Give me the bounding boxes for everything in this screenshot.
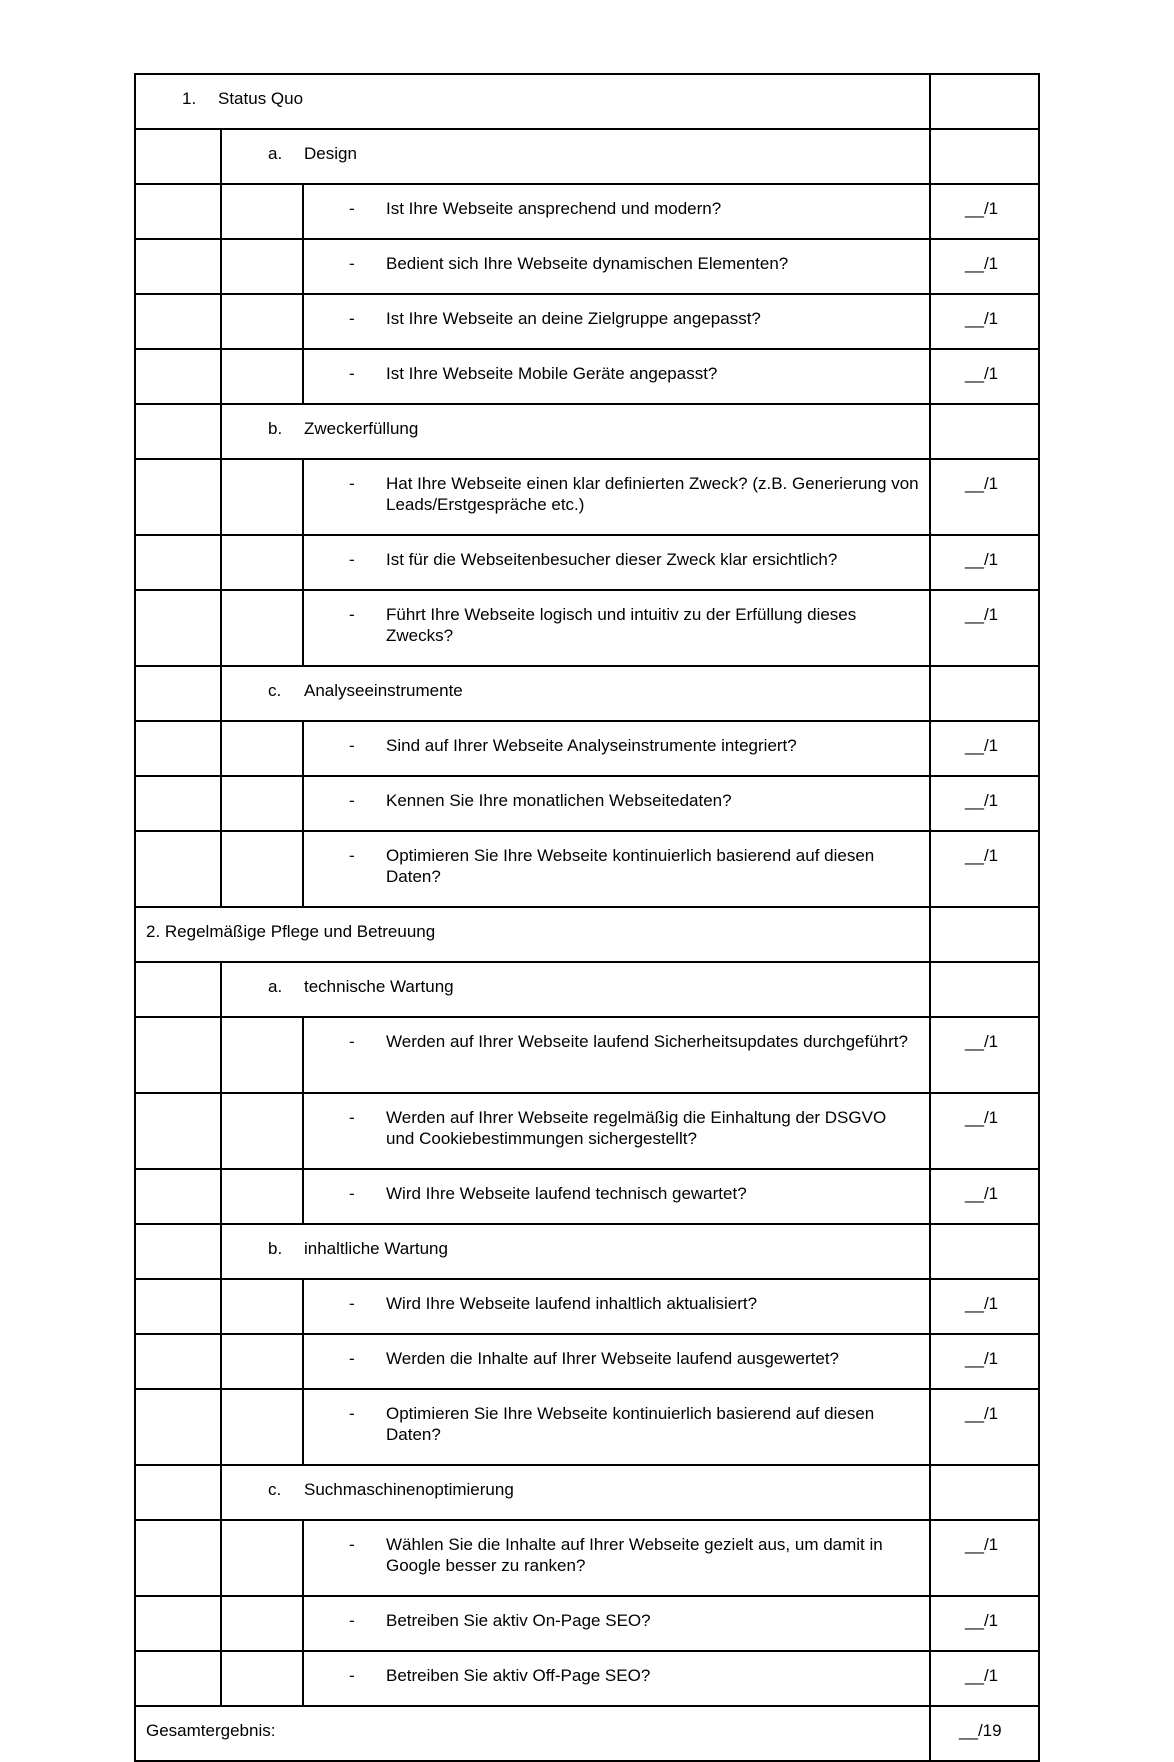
subsection-title: Design xyxy=(304,144,357,163)
subsection-row xyxy=(135,129,1039,184)
bullet-dash: - xyxy=(349,254,355,273)
subsection-title: Suchmaschinenoptimierung xyxy=(304,1480,514,1499)
score-cell-empty xyxy=(930,1465,1039,1520)
bullet-dash: - xyxy=(349,1294,355,1313)
question-row xyxy=(135,831,1039,907)
subsection-title: Zweckerfüllung xyxy=(304,419,419,438)
question-text: Hat Ihre Webseite einen klar definierten Zweck? (z.B. Generierung von Leads/Erstgespräche etc.) xyxy=(386,474,919,514)
subsection-row xyxy=(135,962,1039,1017)
score-cell-empty xyxy=(930,129,1039,184)
question-score[interactable]: __/1 xyxy=(930,1093,1039,1169)
subsection-letter: a. xyxy=(268,144,283,163)
question-score[interactable]: __/1 xyxy=(930,184,1039,239)
question-row xyxy=(135,1334,1039,1389)
bullet-dash: - xyxy=(349,550,355,569)
question-text: Wird Ihre Webseite laufend technisch gewartet? xyxy=(386,1184,747,1203)
bullet-dash: - xyxy=(349,309,355,328)
question-text: Ist Ihre Webseite an deine Zielgruppe angepasst? xyxy=(386,309,761,328)
question-text: Betreiben Sie aktiv On-Page SEO? xyxy=(386,1611,651,1630)
bullet-dash: - xyxy=(349,1032,355,1051)
total-label: Gesamtergebnis: xyxy=(135,1706,930,1761)
checklist-body xyxy=(135,74,1039,1761)
subsection-title: Analyseeinstrumente xyxy=(304,681,463,700)
question-text: Betreiben Sie aktiv Off-Page SEO? xyxy=(386,1666,651,1685)
question-score[interactable]: __/1 xyxy=(930,1520,1039,1596)
question-row xyxy=(135,776,1039,831)
question-score[interactable]: __/1 xyxy=(930,239,1039,294)
question-text: Werden die Inhalte auf Ihrer Webseite laufend ausgewertet? xyxy=(386,1349,839,1368)
question-row xyxy=(135,590,1039,666)
subsection-letter: a. xyxy=(268,977,283,996)
subsection-title: technische Wartung xyxy=(304,977,454,996)
subsection-row xyxy=(135,666,1039,721)
question-score[interactable]: __/1 xyxy=(930,1651,1039,1706)
score-cell-empty xyxy=(930,1224,1039,1279)
question-score[interactable]: __/1 xyxy=(930,535,1039,590)
section-title: 2. Regelmäßige Pflege und Betreuung xyxy=(146,922,436,941)
bullet-dash: - xyxy=(349,605,355,624)
question-row xyxy=(135,1169,1039,1224)
question-text: Ist Ihre Webseite Mobile Geräte angepasst? xyxy=(386,364,718,383)
bullet-dash: - xyxy=(349,1611,355,1630)
question-score[interactable]: __/1 xyxy=(930,776,1039,831)
question-text: Wählen Sie die Inhalte auf Ihrer Webseite gezielt aus, um damit in Google besser zu ranken? xyxy=(386,1535,883,1575)
question-score[interactable]: __/1 xyxy=(930,1334,1039,1389)
subsection-row xyxy=(135,404,1039,459)
subsection-letter: c. xyxy=(268,681,282,700)
question-score[interactable]: __/1 xyxy=(930,831,1039,907)
score-cell-empty xyxy=(930,74,1039,129)
section-row xyxy=(135,907,1039,962)
question-score[interactable]: __/1 xyxy=(930,721,1039,776)
question-text: Sind auf Ihrer Webseite Analyseinstrumente integriert? xyxy=(386,736,797,755)
question-row xyxy=(135,184,1039,239)
bullet-dash: - xyxy=(349,1108,355,1127)
question-row xyxy=(135,1389,1039,1465)
question-row xyxy=(135,459,1039,535)
bullet-dash: - xyxy=(349,1535,355,1554)
bullet-dash: - xyxy=(349,1666,355,1685)
bullet-dash: - xyxy=(349,1349,355,1368)
checklist-table xyxy=(134,73,1040,1762)
question-score[interactable]: __/1 xyxy=(930,590,1039,666)
question-score[interactable]: __/1 xyxy=(930,1169,1039,1224)
total-score[interactable]: __/19 xyxy=(930,1706,1039,1761)
subsection-letter: b. xyxy=(268,419,283,438)
question-text: Kennen Sie Ihre monatlichen Webseitedaten? xyxy=(386,791,732,810)
question-score[interactable]: __/1 xyxy=(930,1596,1039,1651)
section-title: Status Quo xyxy=(218,89,304,108)
question-score[interactable]: __/1 xyxy=(930,1017,1039,1093)
question-row xyxy=(135,239,1039,294)
question-text: Optimieren Sie Ihre Webseite kontinuierlich basierend auf diesen Daten? xyxy=(386,1404,875,1444)
bullet-dash: - xyxy=(349,364,355,383)
question-row xyxy=(135,721,1039,776)
subsection-row xyxy=(135,1224,1039,1279)
subsection-letter: c. xyxy=(268,1480,282,1499)
question-score[interactable]: __/1 xyxy=(930,294,1039,349)
section-row xyxy=(135,74,1039,129)
total-row xyxy=(135,1706,1039,1761)
score-cell-empty xyxy=(930,666,1039,721)
question-text: Wird Ihre Webseite laufend inhaltlich aktualisiert? xyxy=(386,1294,758,1313)
section-number: 1. xyxy=(182,89,197,108)
question-text: Ist für die Webseitenbesucher dieser Zweck klar ersichtlich? xyxy=(386,550,838,569)
score-cell-empty xyxy=(930,962,1039,1017)
bullet-dash: - xyxy=(349,474,355,493)
subsection-row xyxy=(135,1465,1039,1520)
question-score[interactable]: __/1 xyxy=(930,349,1039,404)
question-text: Werden auf Ihrer Webseite regelmäßig die Einhaltung der DSGVO und Cookiebestimmungen sichergestellt? xyxy=(386,1108,887,1148)
question-row xyxy=(135,294,1039,349)
question-row xyxy=(135,349,1039,404)
question-text: Optimieren Sie Ihre Webseite kontinuierlich basierend auf diesen Daten? xyxy=(386,846,875,886)
question-score[interactable]: __/1 xyxy=(930,459,1039,535)
question-text: Ist Ihre Webseite ansprechend und modern? xyxy=(386,199,722,218)
question-text: Werden auf Ihrer Webseite laufend Sicherheitsupdates durchgeführt? xyxy=(386,1032,908,1051)
question-text: Führt Ihre Webseite logisch und intuitiv zu der Erfüllung dieses Zwecks? xyxy=(386,605,857,645)
question-row xyxy=(135,535,1039,590)
question-row xyxy=(135,1520,1039,1596)
question-score[interactable]: __/1 xyxy=(930,1389,1039,1465)
score-cell-empty xyxy=(930,907,1039,962)
question-row xyxy=(135,1093,1039,1169)
bullet-dash: - xyxy=(349,199,355,218)
subsection-letter: b. xyxy=(268,1239,283,1258)
bullet-dash: - xyxy=(349,846,355,865)
bullet-dash: - xyxy=(349,736,355,755)
question-text: Bedient sich Ihre Webseite dynamischen Elementen? xyxy=(386,254,789,273)
bullet-dash: - xyxy=(349,791,355,810)
question-score[interactable]: __/1 xyxy=(930,1279,1039,1334)
question-row xyxy=(135,1279,1039,1334)
question-row xyxy=(135,1651,1039,1706)
bullet-dash: - xyxy=(349,1184,355,1203)
subsection-title: inhaltliche Wartung xyxy=(304,1239,448,1258)
question-row xyxy=(135,1596,1039,1651)
bullet-dash: - xyxy=(349,1404,355,1423)
question-row xyxy=(135,1017,1039,1093)
score-cell-empty xyxy=(930,404,1039,459)
